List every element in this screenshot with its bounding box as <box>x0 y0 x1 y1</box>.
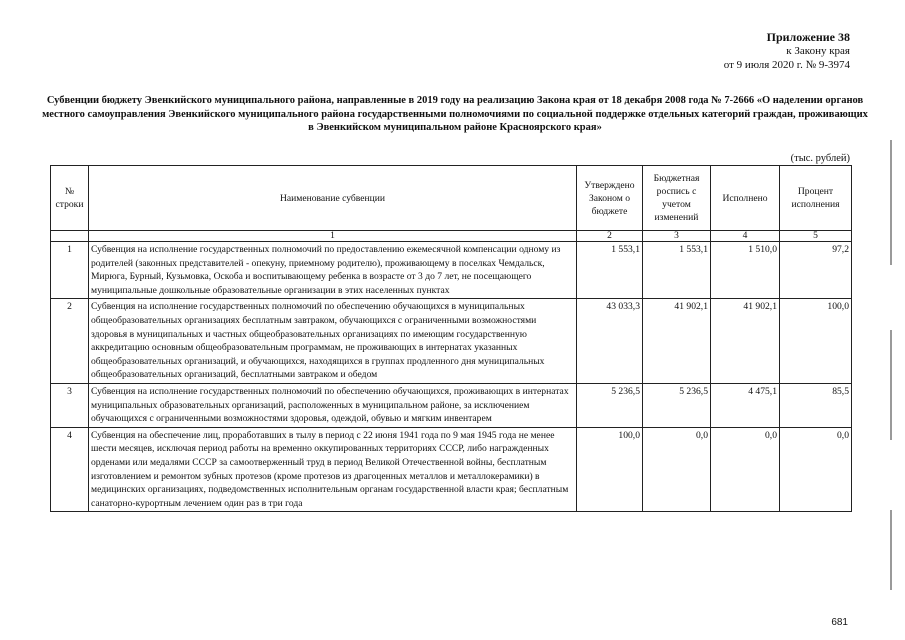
row-number: 3 <box>51 383 89 427</box>
header-approved: Утверждено Законом о бюджете <box>577 166 643 231</box>
table-row <box>51 383 852 427</box>
row-executed: 4 475,1 <box>711 383 780 427</box>
row-percent: 85,5 <box>780 383 852 427</box>
row-executed: 1 510,0 <box>711 242 780 299</box>
header-executed: Исполнено <box>711 166 780 231</box>
column-number: 5 <box>780 231 852 242</box>
header-name: Наименование субвенции <box>89 166 577 231</box>
column-number: 4 <box>711 231 780 242</box>
row-approved: 100,0 <box>577 427 643 512</box>
row-budget: 41 902,1 <box>643 299 711 384</box>
header-percent: Процент исполнения <box>780 166 852 231</box>
row-number: 1 <box>51 242 89 299</box>
row-budget: 1 553,1 <box>643 242 711 299</box>
row-percent: 100,0 <box>780 299 852 384</box>
row-percent: 97,2 <box>780 242 852 299</box>
column-number-blank <box>51 231 89 242</box>
row-percent: 0,0 <box>780 427 852 512</box>
row-name: Субвенция на исполнение государственных полномочий по обеспечению обучающихся, проживающих в интернатах муниципальных образовательных организаций, расположенных в муниципальном районе, за исключением обучающихся с ограниченными возможностями здоровья, одеждой, обувью и мягким инвентарем <box>89 383 577 427</box>
column-number-row <box>51 231 852 242</box>
row-executed: 41 902,1 <box>711 299 780 384</box>
units-label: (тыс. рублей) <box>790 153 850 164</box>
annex-law-date: от 9 июля 2020 г. № 9-3974 <box>723 59 850 71</box>
annex-law-ref: к Закону края <box>786 45 850 57</box>
header-row-number: № строки <box>51 166 89 231</box>
subvention-table <box>50 165 852 512</box>
column-number: 3 <box>643 231 711 242</box>
row-number: 2 <box>51 299 89 384</box>
row-name: Субвенция на исполнение государственных полномочий по обеспечению обучающихся в муниципальных общеобразовательных организациях бесплатным завтраком, обучающихся с ограниченными возможностями здоровья в муниципальных и частных общеобразовательных организациях по имеющим государственную аккредитацию основным общеобразовательным программам, не проживающих в интернатах указанных общеобразовательных организаций, и обучающихся, находящихся в группах продленного дня муниципальных общеобразовательных организаций, бесплатными завтраком и обедом <box>89 299 577 384</box>
row-approved: 1 553,1 <box>577 242 643 299</box>
table-header-row <box>51 166 852 231</box>
page-number: 681 <box>831 617 848 628</box>
row-executed: 0,0 <box>711 427 780 512</box>
row-budget: 5 236,5 <box>643 383 711 427</box>
table-row <box>51 242 852 299</box>
annex-number: Приложение 38 <box>766 30 850 44</box>
row-approved: 5 236,5 <box>577 383 643 427</box>
binding-edge-line <box>890 510 892 590</box>
row-name: Субвенция на исполнение государственных полномочий по предоставлению ежемесячной компенсации одному из родителей (законных представителей - опекуну, приемному родителю), проживающему в поселках Чемдальск, Мирюга, Бурный, Кузьмовка, Оскоба и воспитывающему ребенка в возрасте от 3 до 7 лет, не посещающего муниципальные дошкольные образовательные организации в этих населенных пунктах <box>89 242 577 299</box>
row-budget: 0,0 <box>643 427 711 512</box>
binding-edge-line <box>890 330 892 440</box>
document-title: Субвенции бюджету Эвенкийского муниципального района, направленные в 2019 году на реализацию Закона края от 18 декабря 2008 года № 7-2666 «О наделении органов местного самоуправления Эвенкийского муниципального района государственными полномочиями по социальной поддержке отдельных категорий граждан, проживающих в Эвенкийском муниципальном районе Красноярского края» <box>42 95 868 133</box>
row-name: Субвенция на обеспечение лиц, проработавших в тылу в период с 22 июня 1941 года по 9 мая 1945 года не менее шести месяцев, исключая период работы на временно оккупированных территориях СССР, либо награжденных орденами или медалями СССР за самоотверженный труд в период Великой Отечественной войны, бесплатным изготовлением и ремонтом зубных протезов (кроме протезов из драгоценных металлов и металлокерамики) в медицинских организациях, подведомственных исполнительным органам государственной власти края; бесплатным санаторно-курортным лечением один раз в три года <box>89 427 577 512</box>
row-approved: 43 033,3 <box>577 299 643 384</box>
table-row <box>51 427 852 512</box>
binding-edge-line <box>890 140 892 265</box>
table-row <box>51 299 852 384</box>
column-number: 2 <box>577 231 643 242</box>
column-number: 1 <box>89 231 577 242</box>
annex-header <box>724 30 850 72</box>
row-number: 4 <box>51 427 89 512</box>
header-budget: Бюджетная роспись с учетом изменений <box>643 166 711 231</box>
